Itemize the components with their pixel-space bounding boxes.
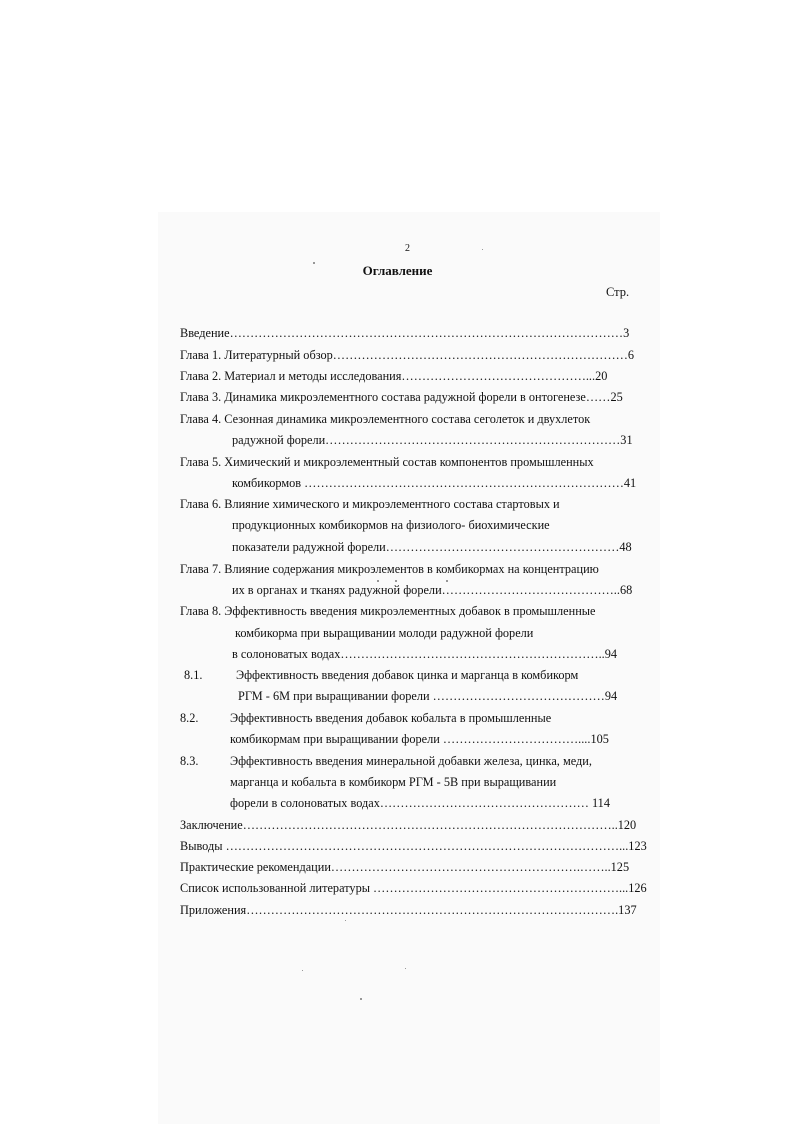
toc-entry-recommendations: Практические рекомендации…………………………………………………….……..125 — [180, 860, 630, 874]
scan-speck — [405, 968, 406, 969]
page-title: Оглавление — [362, 263, 433, 278]
scan-speck — [482, 249, 483, 250]
toc-entry-chapter-4-line-2: радужной форели………………………………………………………………31 — [232, 433, 633, 447]
toc-entry-section-8-3: Эффективность введения минеральной добавки железа, цинка, меди, — [230, 754, 592, 768]
scan-speck — [395, 580, 397, 582]
scan-speck — [302, 970, 303, 971]
toc-entry-chapter-6: Глава 6. Влияние химического и микроэлементного состава стартовых и — [180, 497, 560, 511]
toc-section-number-8-3: 8.3. — [180, 754, 199, 768]
toc-entry-section-8-1: Эффективность введения добавок цинка и марганца в комбикорм — [236, 668, 579, 682]
toc-entry-chapter-8-line-3: в солоноватых водах………………………………………………………..94 — [232, 647, 618, 661]
toc-entry-chapter-5-line-2: комбикормов ……………………………………………………………………41 — [232, 476, 637, 490]
toc-entry-section-8-3-line-3: форели в солоноватых водах…………………………………………… 114 — [230, 796, 610, 810]
toc-entry-chapter-6-line-3: показатели радужной форели…………………………………………………48 — [232, 540, 632, 554]
toc-entry-conclusion: Заключение………………………………………………………………………………..120 — [180, 818, 637, 832]
scan-speck — [377, 580, 379, 582]
page-number: 2 — [405, 243, 410, 254]
toc-entry-chapter-3: Глава 3. Динамика микроэлементного состава радужной форели в онтогенезе……25 — [180, 390, 623, 404]
toc-entry-chapter-7-line-2: их в органах и тканях радужной форели……………………………………..68 — [232, 583, 633, 597]
toc-entry-chapter-8-line-2: комбикорма при выращивании молоди радужной форели — [235, 626, 534, 640]
toc-entry-intro: Введение……………………………………………………………………………………3 — [180, 326, 630, 340]
toc-entry-section-8-3-line-2: марганца и кобальта в комбикорм РГМ - 5В при выращивании — [230, 775, 557, 789]
toc-section-number-8-1: 8.1. — [184, 668, 203, 682]
toc-entry-chapter-5: Глава 5. Химический и микроэлементный состав компонентов промышленных — [180, 455, 594, 469]
toc-entry-section-8-1-line-2: РГМ - 6М при выращивании форели ……………………………………94 — [238, 689, 618, 703]
toc-entry-chapter-1: Глава 1. Литературный обзор………………………………………………………………6 — [180, 348, 635, 362]
scan-speck — [360, 998, 362, 1000]
toc-entry-findings: Выводы ……………………………………………………………………………………...123 — [180, 839, 647, 853]
toc-entry-references: Список использованной литературы ……………………………………………………...126 — [180, 881, 647, 895]
toc-section-number-8-2: 8.2. — [180, 711, 199, 725]
page-column-label: Стр. — [606, 285, 630, 299]
toc-entry-appendices: Приложения……………………………………………………………………………….137 — [180, 903, 637, 917]
toc-entry-chapter-4: Глава 4. Сезонная динамика микроэлементного состава сеголеток и двухлеток — [180, 412, 591, 426]
toc-entry-chapter-7: Глава 7. Влияние содержания микроэлементов в комбикормах на концентрацию — [180, 562, 599, 576]
toc-entry-section-8-2: Эффективность введения добавок кобальта в промышленные — [230, 711, 552, 725]
toc-entry-chapter-6-line-2: продукционных комбикормов на физиолого- биохимические — [232, 518, 550, 532]
scan-speck — [313, 262, 315, 264]
toc-entry-section-8-2-line-2: комбикормам при выращивании форели ……………………………....105 — [230, 732, 609, 746]
toc-entry-chapter-2: Глава 2. Материал и методы исследования………………………………………...20 — [180, 369, 608, 383]
scan-speck — [446, 580, 448, 582]
toc-entry-chapter-8: Глава 8. Эффективность введения микроэлементных добавок в промышленные — [180, 604, 596, 618]
scan-speck — [345, 920, 346, 921]
